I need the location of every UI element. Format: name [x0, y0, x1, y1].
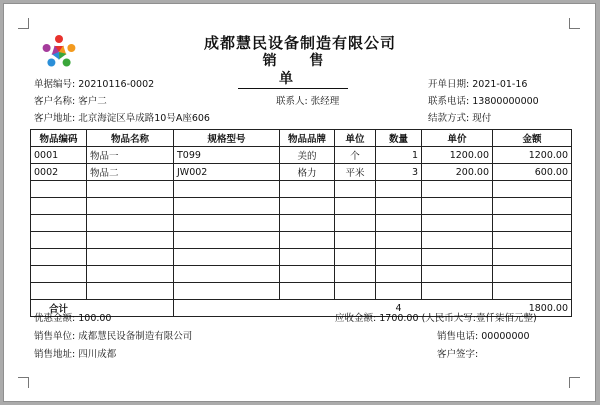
doc-number-field — [34, 79, 154, 91]
customer-sign-label: 客户签字: — [437, 349, 479, 360]
logo-figure-head — [67, 44, 75, 52]
cell-qty: 3 — [376, 164, 422, 181]
col-header-amount: 金额 — [493, 130, 572, 147]
discount-label: 优惠金额: — [34, 313, 76, 324]
receivable-label: 应收金额: — [335, 313, 377, 324]
table-row-empty — [31, 198, 572, 215]
cell-price: 1200.00 — [422, 147, 493, 164]
address-value: 北京海淀区阜成路10号A座606 — [78, 113, 210, 124]
crop-mark-top-right — [569, 18, 580, 29]
seller-label: 销售单位: — [34, 331, 76, 342]
table-row-empty — [31, 266, 572, 283]
col-header-name: 物品名称 — [87, 130, 174, 147]
items-table — [30, 129, 572, 317]
customer-field — [34, 96, 107, 108]
company-title: 成都慧民设备制造有限公司 — [203, 34, 396, 52]
cell-price: 200.00 — [422, 164, 493, 181]
document-title: 销 售 单 — [238, 52, 348, 89]
open-date-field — [428, 79, 527, 91]
logo-figure-head — [63, 59, 71, 67]
phone-field — [428, 96, 539, 108]
crop-mark-bottom-left — [18, 377, 29, 388]
seller-value: 成都慧民设备制造有限公司 — [78, 331, 193, 342]
cell-qty: 1 — [376, 147, 422, 164]
discount-value: 100.00 — [78, 313, 112, 324]
cell-spec: JW002 — [174, 164, 280, 181]
table-row-empty — [31, 283, 572, 300]
cell-name: 物品一 — [87, 147, 174, 164]
logo-figure-head — [55, 35, 63, 43]
col-header-unit: 单位 — [335, 130, 376, 147]
sales-phone-value: 00000000 — [481, 331, 530, 342]
table-row-empty — [31, 232, 572, 249]
cell-brand: 美的 — [280, 147, 335, 164]
sales-address-label: 销售地址: — [34, 349, 76, 360]
open-date-label: 开单日期: — [428, 79, 470, 90]
cell-code: 0001 — [31, 147, 87, 164]
cell-name: 物品二 — [87, 164, 174, 181]
total-label: 合计 — [31, 300, 174, 317]
company-logo — [35, 30, 83, 74]
phone-label: 联系电话: — [428, 96, 470, 107]
sales-address-field — [34, 349, 116, 361]
address-label: 客户地址: — [34, 113, 76, 124]
logo-figure-head — [43, 44, 51, 52]
table-row — [31, 164, 572, 181]
doc-number-label: 单据编号: — [34, 79, 76, 90]
col-header-code: 物品编码 — [31, 130, 87, 147]
receivable-in-words: (人民币大写:壹仟柒佰元整) — [421, 313, 537, 324]
customer-label: 客户名称: — [34, 96, 76, 107]
customer-sign-field — [437, 349, 478, 361]
sales-phone-label: 销售电话: — [437, 331, 479, 342]
logo-figure-head — [47, 59, 55, 67]
crop-mark-top-left — [18, 18, 29, 29]
doc-number-value: 20210116-0002 — [78, 79, 155, 90]
total-amount: 1800.00 — [493, 300, 572, 317]
col-header-price: 单价 — [422, 130, 493, 147]
cell-spec: T099 — [174, 147, 280, 164]
open-date-value: 2021-01-16 — [472, 79, 528, 90]
payment-value: 现付 — [472, 113, 492, 124]
cell-unit: 平米 — [335, 164, 376, 181]
col-header-spec: 规格型号 — [174, 130, 280, 147]
discount-field — [34, 313, 111, 325]
seller-field — [34, 331, 192, 343]
receivable-value: 1700.00 — [379, 313, 419, 324]
sales-address-value: 四川成都 — [78, 349, 117, 360]
phone-value: 13800000000 — [472, 96, 539, 107]
sales-phone-field — [437, 331, 530, 343]
col-header-brand: 物品品牌 — [280, 130, 335, 147]
table-row — [31, 147, 572, 164]
cell-amount: 600.00 — [493, 164, 572, 181]
payment-field — [428, 113, 491, 125]
table-header-row — [31, 130, 572, 147]
cell-brand: 格力 — [280, 164, 335, 181]
payment-label: 结款方式: — [428, 113, 470, 124]
contact-value: 张经理 — [310, 96, 340, 107]
col-header-qty: 数量 — [376, 130, 422, 147]
contact-label: 联系人: — [276, 96, 308, 107]
contact-field — [276, 96, 339, 108]
table-row-empty — [31, 215, 572, 232]
cell-code: 0002 — [31, 164, 87, 181]
total-qty: 4 — [376, 300, 422, 317]
receivable-field — [335, 313, 537, 325]
table-row-empty — [31, 249, 572, 266]
address-field — [34, 113, 210, 125]
cell-amount: 1200.00 — [493, 147, 572, 164]
crop-mark-bottom-right — [569, 377, 580, 388]
cell-unit: 个 — [335, 147, 376, 164]
customer-value: 客户二 — [78, 96, 107, 107]
table-row-empty — [31, 181, 572, 198]
